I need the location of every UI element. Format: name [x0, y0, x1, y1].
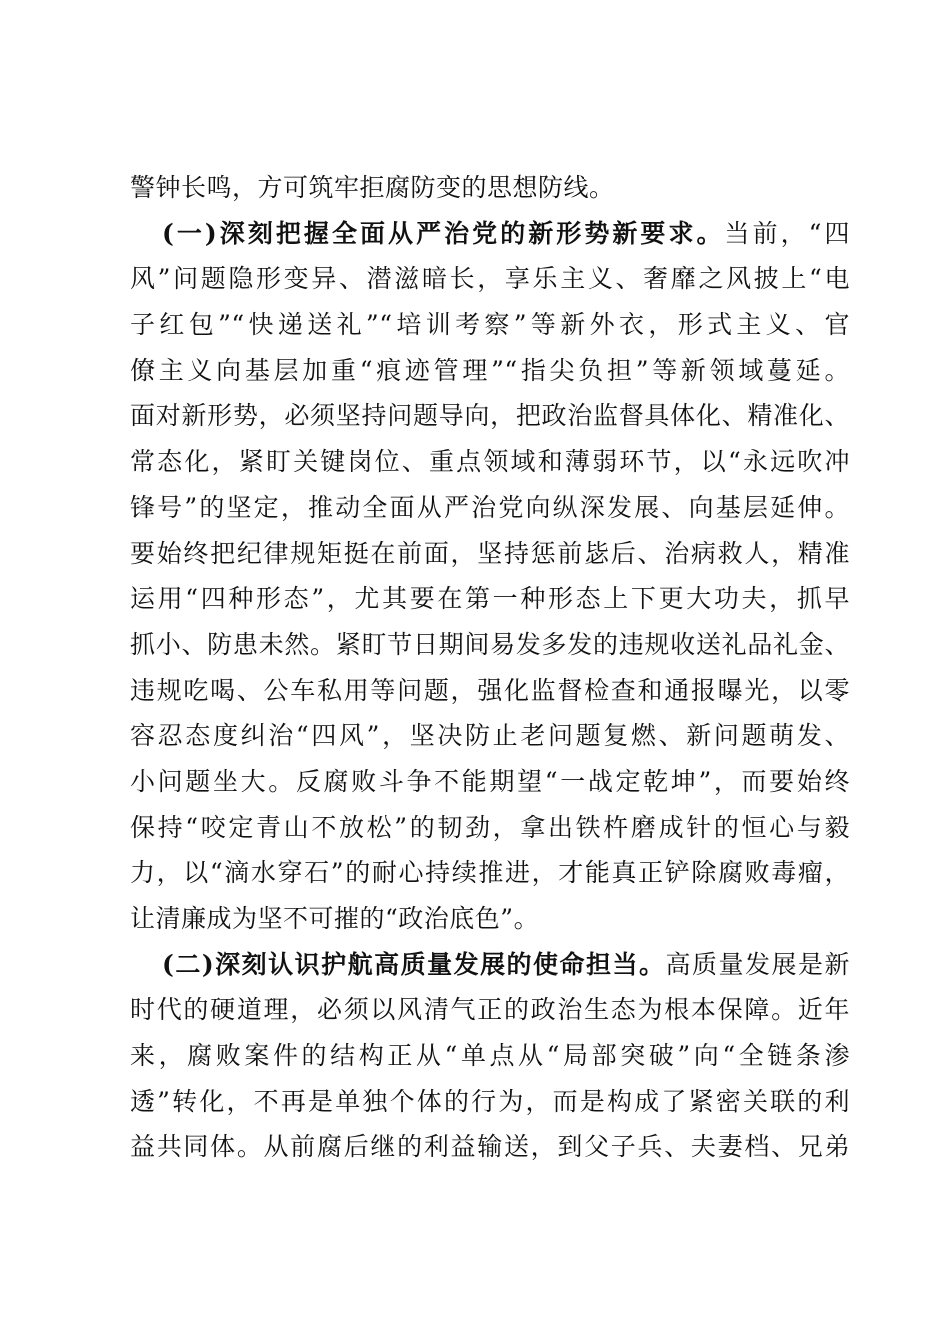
text-line: 力，以“滴水穿石”的耐心持续推进，才能真正铲除腐败毒瘤，: [130, 858, 850, 888]
text-line: 保持“咬定青山不放松”的韧劲，拿出铁杵磨成针的恒心与毅: [130, 812, 850, 842]
body-text: [130, 165, 850, 1170]
text-line: 锋号”的坚定，推动全面从严治党向纵深发展、向基层延伸。: [130, 492, 850, 522]
text-line: 常态化，紧盯关键岗位、重点领域和薄弱环节，以“永远吹冲: [130, 447, 850, 477]
text-line: 违规吃喝、公车私用等问题，强化监督检查和通报曝光，以零: [130, 675, 850, 705]
text-span: 当前，“四: [724, 218, 850, 248]
section-heading-line: [130, 211, 850, 257]
text-line: 子红包”“快递送礼”“培训考察”等新外衣，形式主义、官: [130, 310, 850, 340]
text-line: 要始终把纪律规矩挺在前面，坚持惩前毖后、治病救人，精准: [130, 538, 850, 568]
text-line: 透”转化，不再是单独个体的行为，而是构成了紧密关联的利: [130, 1086, 850, 1116]
text-line: 僚主义向基层加重“痕迹管理”“指尖负担”等新领域蔓延。: [130, 355, 850, 385]
text-line: 抓小、防患未然。紧盯节日期间易发多发的违规收送礼品礼金、: [130, 629, 850, 659]
text-line: 时代的硬道理，必须以风清气正的政治生态为根本保障。近年: [130, 995, 850, 1025]
section-heading: (二)深刻认识护航高质量发展的使命担当。: [162, 949, 666, 979]
text-line: 来，腐败案件的结构正从“单点从“局部突破”向“全链条渗: [130, 1041, 850, 1071]
text-line: 容忍态度纠治“四风”，坚决防止老问题复燃、新问题萌发、: [130, 721, 850, 751]
text-line: 风”问题隐形变异、潜滋暗长，享乐主义、奢靡之风披上“电: [130, 264, 850, 294]
text-line: 运用“四种形态”，尤其要在第一种形态上下更大功夫，抓早: [130, 584, 850, 614]
text-line: 让清廉成为坚不可摧的“政治底色”。: [130, 904, 540, 933]
text-line: 警钟长鸣，方可筑牢拒腐防变的思想防线。: [130, 173, 615, 202]
text-line: 益共同体。从前腐后继的利益输送，到父子兵、夫妻档、兄弟: [130, 1132, 850, 1162]
text-line: 面对新形势，必须坚持问题导向，把政治监督具体化、精准化、: [130, 401, 850, 431]
text-span: 高质量发展是新: [665, 949, 850, 979]
section-heading-line: [130, 942, 850, 988]
text-line: 小问题坐大。反腐败斗争不能期望“一战定乾坤”，而要始终: [130, 766, 850, 796]
section-heading: (一)深刻把握全面从严治党的新形势新要求。: [162, 218, 725, 248]
